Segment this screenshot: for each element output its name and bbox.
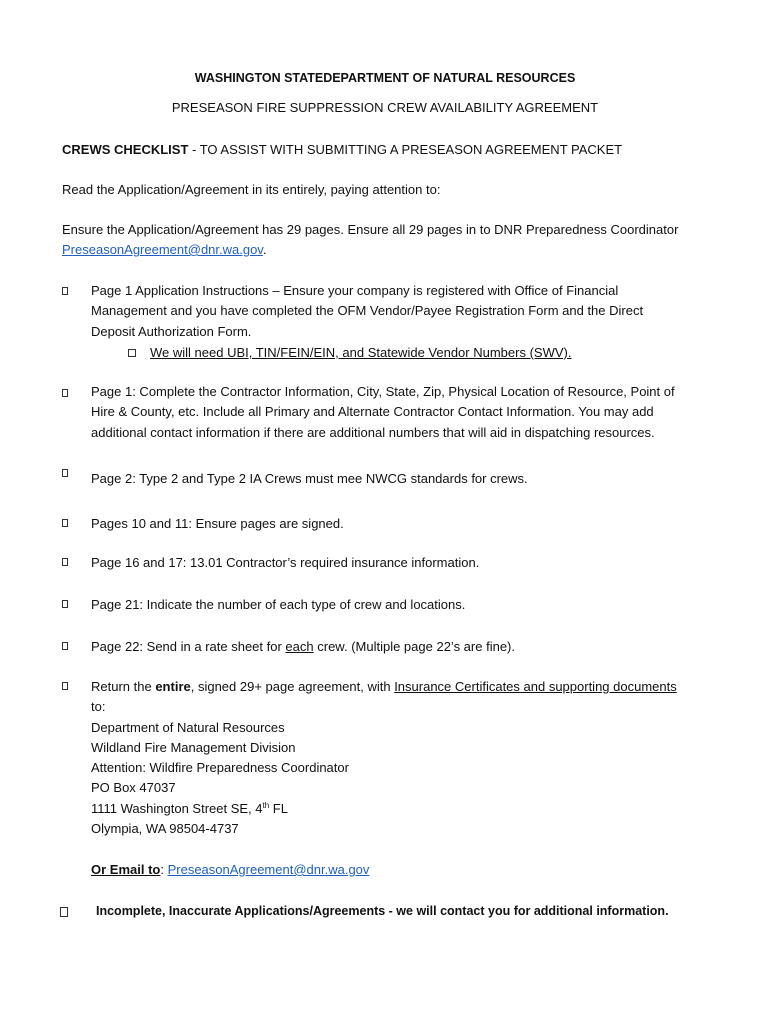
document-title: WASHINGTON STATEDEPARTMENT OF NATURAL RESOURCES [194,71,576,85]
item1-sub-requirement: We will need UBI, TIN/FEIN/EIN, and Statewide Vendor Numbers (SWV). [150,345,572,360]
email-colon: : [160,862,168,877]
coordinator-email-link[interactable]: PreseasonAgreement@dnr.wa.gov [62,242,263,257]
checkbox-icon [60,907,68,917]
checklist-heading-rest: - TO ASSIST WITH SUBMITTING A PRESEASON AGREEMENT PACKET [188,142,623,157]
checkbox-icon [62,469,68,477]
document-subtitle: PRESEASON FIRE SUPPRESSION CREW AVAILABILITY AGREEMENT [171,100,599,115]
street-post: FL [269,800,288,816]
street-sup: th [262,800,270,810]
item2-line3: additional contact information if there are additional numbers that will aid in dispatching resources. [91,424,655,440]
checklist-item-page2: Page 2: Type 2 and Type 2 IA Crews must mee NWCG standards for crews. [91,471,528,486]
checklist-heading [62,140,622,160]
checkbox-icon [62,389,68,397]
item7-each: each [285,639,314,654]
item8-line1 [91,677,677,697]
address-line: Department of Natural Resources [91,719,285,735]
ensure-line: Ensure the Application/Agreement has 29 pages. Ensure all 29 pages in to DNR Preparedness Coordinator [62,222,679,237]
checklist-heading-bold: CREWS CHECKLIST [62,142,189,157]
item1-line1: Page 1 Application Instructions – Ensure your company is registered with Office of Financial [91,283,619,298]
checkbox-icon [62,558,68,566]
address-street [91,799,677,819]
final-notice: Incomplete, Inaccurate Applications/Agreements - we will contact you for additional information. [96,904,669,918]
address-line: Wildland Fire Management Division [91,739,296,755]
item2-line1: Page 1: Complete the Contractor Information, City, State, Zip, Physical Location of Resource, Point of [91,384,675,399]
checklist-item-pages16-17: Page 16 and 17: 13.01 Contractor’s required insurance information. [91,555,480,570]
item8-docs: Insurance Certificates and supporting documents [394,679,677,694]
ensure-email-line [62,240,266,260]
intro-text: Read the Application/Agreement in its entirely, paying attention to: [62,182,441,197]
checklist-item-page22 [91,637,515,657]
item7-pre: Page 22: Send in a rate sheet for [91,639,286,654]
address-line: Attention: Wildfire Preparedness Coordinator [91,760,349,776]
item2-line2: Hire & County, etc. Include all Primary and Alternate Contractor Contact Information. You may add [91,404,654,420]
item1-line2: Management and you have completed the OFM Vendor/Payee Registration Form and the Direct [91,303,644,319]
address-line: PO Box 47037 [91,780,176,796]
checklist-item-page21: Page 21: Indicate the number of each type of crew and locations. [91,597,466,612]
address-city: Olympia, WA 98504-4737 [91,821,239,837]
email-line [91,860,369,880]
checkbox-icon [62,682,68,690]
checkbox-icon [62,287,68,295]
ensure-period: . [262,242,267,257]
item1-line3: Deposit Authorization Form. [91,323,252,339]
item8-pre: Return the [91,679,156,694]
checklist-item-return-agreement [91,677,677,839]
checkbox-icon [62,519,68,527]
checkbox-icon [62,642,68,650]
checklist-item-pages10-11: Pages 10 and 11: Ensure pages are signed. [91,516,344,531]
item8-to: to: [91,699,106,715]
item7-post: crew. (Multiple page 22’s are fine). [313,639,515,654]
sub-checkbox-icon [128,349,136,357]
item8-mid: , signed 29+ page agreement, with [190,679,395,694]
checklist-item-page1-instructions [91,281,643,342]
email-label: Or Email to [91,862,161,877]
preseason-email-link[interactable]: PreseasonAgreement@dnr.wa.gov [167,862,370,877]
street-pre: 1111 Washington Street SE, 4 [91,800,263,816]
checkbox-icon [62,600,68,608]
item8-entire: entire [155,679,191,694]
checklist-item-page1-contractor [91,382,675,443]
